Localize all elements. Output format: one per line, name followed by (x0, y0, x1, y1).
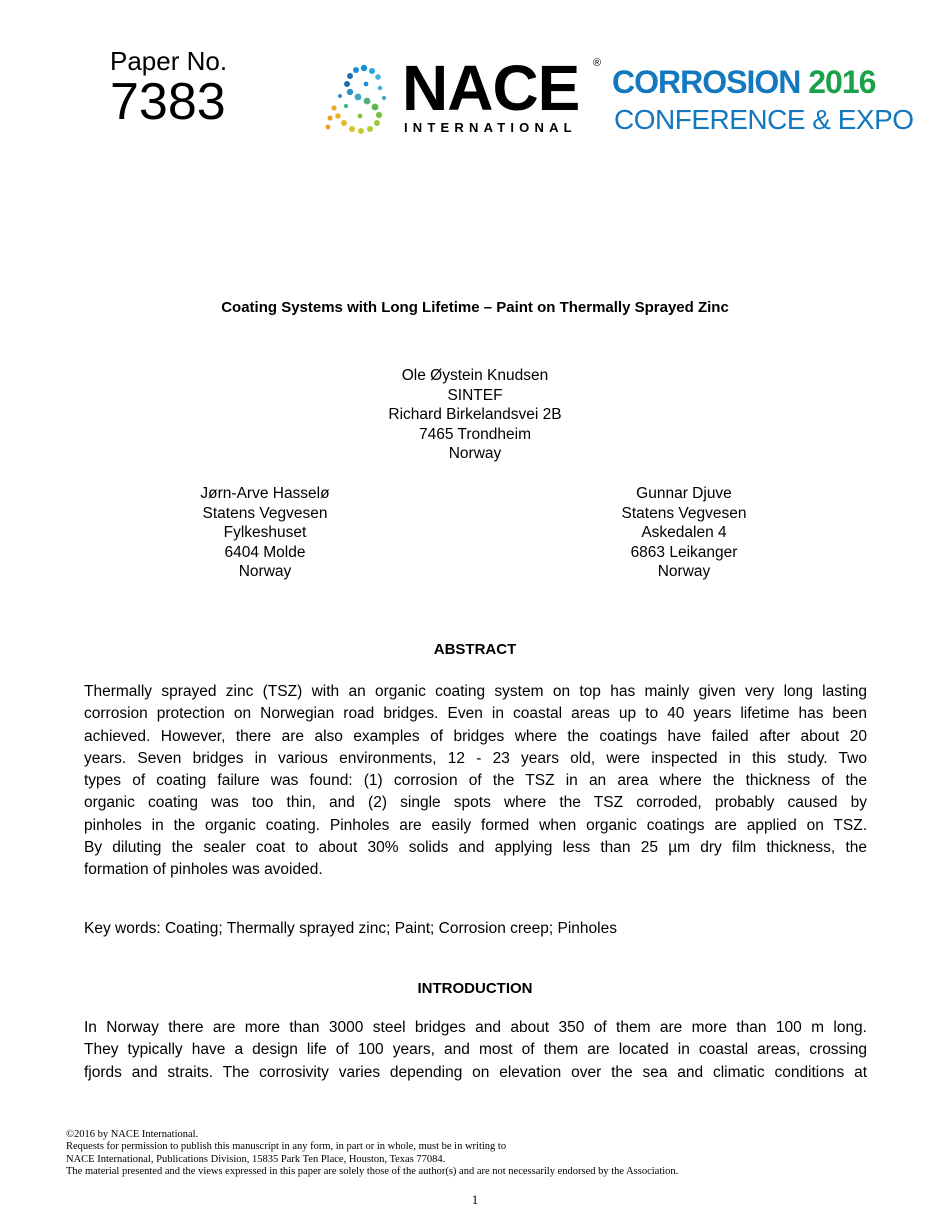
author-block (115, 484, 415, 582)
author-affiliation: Statens Vegvesen (621, 504, 747, 522)
author-street: Fylkeshuset (223, 524, 307, 542)
author-block (325, 366, 625, 464)
abstract-line: years. Seven bridges in various environments, 12 - 23 years old, were inspected in this study. Two (84, 749, 867, 767)
conference-subtitle: CONFERENCE & EXPO (614, 104, 914, 135)
abstract-line: corrosion protection on Norwegian road bridges. Even in coastal areas up to 40 years lifetime has been (84, 705, 867, 723)
abstract-heading: ABSTRACT (433, 641, 517, 658)
author-country: Norway (448, 445, 502, 463)
author-city: 7465 Trondheim (418, 425, 532, 443)
abstract-paragraph (84, 681, 867, 882)
author-street: Askedalen 4 (641, 524, 727, 542)
author-city: 6404 Molde (224, 543, 306, 561)
author-country: Norway (657, 563, 711, 581)
author-city: 6863 Leikanger (630, 543, 738, 561)
author-street: Richard Birkelandsvei 2B (388, 406, 562, 424)
paper-title: Coating Systems with Long Lifetime – Paint on Thermally Sprayed Zinc (221, 299, 729, 316)
introduction-line: They typically have a design life of 100 years, and most of them are located in coastal areas, crossing (84, 1041, 867, 1059)
page-number: 1 (471, 1192, 479, 1207)
author-name: Ole Øystein Knudsen (401, 367, 549, 384)
paper-label: Paper No. (110, 46, 228, 76)
conference-word: CORROSION (612, 64, 801, 100)
footer-line: The material presented and the views expressed in this paper are solely those of the author(s) and are not necessarily endorsed by the Association. (66, 1165, 679, 1177)
nace-logo-subtitle: INTERNATIONAL (404, 120, 577, 135)
abstract-line: formation of pinholes was avoided. (84, 861, 323, 879)
author-affiliation: Statens Vegvesen (202, 504, 328, 522)
introduction-heading: INTRODUCTION (417, 980, 533, 997)
author-block (534, 484, 834, 582)
conference-title (612, 64, 875, 100)
abstract-line: achieved. However, there are also examples of bridges where the coatings have failed after about 20 (84, 727, 867, 745)
nace-logo-word: NACE (402, 52, 580, 124)
author-country: Norway (238, 563, 292, 581)
paper-number: 7383 (110, 73, 226, 131)
footer-line: Requests for permission to publish this manuscript in any form, in part or in whole, must be in writing to (66, 1141, 507, 1153)
footer-line: ©2016 by NACE International. (66, 1129, 199, 1140)
introduction-line: fjords and straits. The corrosivity varies depending on elevation over the sea and climatic conditions at (84, 1063, 867, 1081)
introduction-line: In Norway there are more than 3000 steel bridges and about 350 of them are more than 100 m long. (84, 1019, 867, 1036)
nace-dots-icon (326, 65, 386, 134)
conference-year: 2016 (808, 64, 876, 100)
abstract-line: pinholes in the organic coating. Pinholes are easily formed when organic coatings are applied on TSZ. (84, 816, 867, 834)
author-name: Gunnar Djuve (636, 485, 732, 502)
paper-number-block (110, 46, 227, 130)
author-name: Jørn-Arve Hasselø (200, 485, 330, 502)
registered-mark: ® (593, 57, 602, 69)
introduction-paragraph (84, 1017, 867, 1084)
abstract-line: Thermally sprayed zinc (TSZ) with an organic coating system on top has mainly given very long lasting (84, 683, 867, 700)
abstract-line: types of coating failure was found: (1) corrosion of the TSZ in an area where the thickness of the (84, 772, 867, 790)
copyright-footer (66, 1129, 678, 1178)
footer-line: NACE International, Publications Division, 15835 Park Ten Place, Houston, Texas 77084. (66, 1153, 446, 1165)
keywords: Key words: Coating; Thermally sprayed zinc; Paint; Corrosion creep; Pinholes (84, 920, 617, 937)
abstract-line: By diluting the sealer coat to about 30% solids and applying less than 25 µm dry film thickness, the (84, 839, 867, 857)
author-affiliation: SINTEF (447, 386, 503, 404)
abstract-line: organic coating was too thin, and (2) single spots where the TSZ corroded, probably caused by (84, 794, 867, 812)
